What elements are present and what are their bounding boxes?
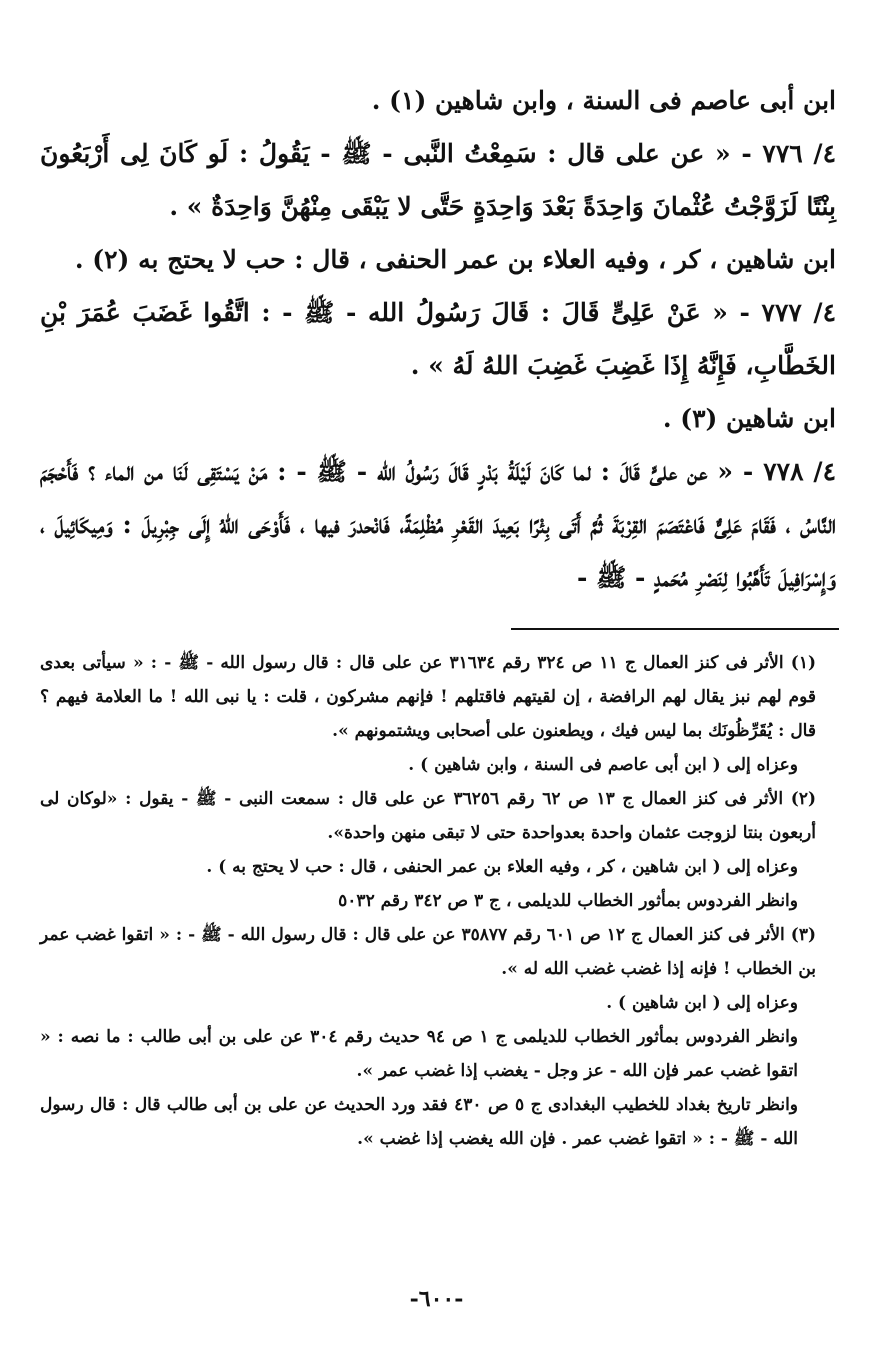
footnote-2-attribution: وعزاه إلى ( ابن شاهين ، كر ، وفيه العلاء بن عمر الحنفى ، قال : حب لا يحتج به ) . [206, 857, 798, 877]
source-line-3: ابن شاهين (٣) . [662, 404, 836, 433]
hadith-776: ٤/ ٧٧٦ - « عن على قال : سَمِعْتُ النَّبى - ﷺ - يَقُولُ : لَو كَانَ لِى أَرْبَعُونَ بِنْتًا لَزَوَّجْتُ عُثْمانَ وَاحِدَةً بَعْدَ وَاحِدَةٍ حَتَّى لا يَبْقَى مِنْهُنَّ وَاحِدَةٌ » . [40, 139, 836, 221]
hadith-778: ٤/ ٧٧٨ - « عن علىٍّ قَالَ : لما كَانَ لَيْلَةُ بَدْرٍ قَالَ رَسُولُ الله - ﷺ - : مَنْ يَسْتَقِى لَنَا من الماء ؟ فَأَحْجَمَ النَّاسُ ، فَقَامَ عَلِىٌّ فَاعْتَصَمَ القِرْبَةَ ثُمَّ أَتَى بِئْرًا بَعِيدَ القَعْرِ مُظْلِمَةً، فَانْحدرَ فيها ، فَأَوْحَى اللهُ إِلَى جِبْرِيلَ : وَمِيكَائِيلَ ، وَإِسْرَافِيلَ تَأَهَّبُوا لِنَصْرِ مُحَمدٍ - ﷺ - [40, 457, 836, 592]
hadith-777: ٤/ ٧٧٧ - « عَنْ عَلِىٍّ قَالَ : قَالَ رَسُولُ الله - ﷺ - : اتَّقُوا غَضَبَ عُمَرَ بْنِ الخَطَّابِ، فَإِنَّهُ إِذَا غَضِبَ غَضِبَ اللهُ لَهُ » . [40, 298, 836, 380]
footnote-3: (٣) الأثر فى كنز العمال ج ١٢ ص ٦٠١ رقم ٣٥٨٧٧ عن على قال : قال رسول الله - ﷺ - : « اتقوا غضب عمر بن الخطاب ! فإنه إذا غضب غضب الله له ». [40, 925, 816, 979]
footnote-2: (٢) الأثر فى كنز العمال ج ١٣ ص ٦٢ رقم ٣٦٢٥٦ عن على قال : سمعت النبى - ﷺ - يقول : «لوكان لى أربعون بنتا لزوجت عثمان واحدة بعدواحدة حتى لا تبقى منهن واحدة». [40, 789, 817, 843]
footnote-divider [511, 628, 839, 630]
footnote-3-reference-firdaws: وانظر الفردوس بمأثور الخطاب للديلمى ج ١ ص ٩٤ حديث رقم ٣٠٤ عن على بن أبى طالب : ما نصه : « اتقوا غضب عمر فإن الله - عز وجل - يغضب إذا غضب عمر ». [40, 1027, 799, 1081]
main-text [40, 74, 836, 604]
page-number: -٦٠٠- [409, 1286, 464, 1312]
source-line-2: ابن شاهين ، كر ، وفيه العلاء بن عمر الحنفى ، قال : حب لا يحتج به (٢) . [74, 245, 836, 274]
footnote-3-reference-baghdad: وانظر تاريخ بغداد للخطيب البغدادى ج ٥ ص ٤٣٠ فقد ورد الحديث عن على بن أبى طالب قال : قال رسول الله - ﷺ - : « اتقوا غضب عمر . فإن الله يغضب إذا غضب ». [40, 1095, 799, 1149]
source-line-1: ابن أبى عاصم فى السنة ، وابن شاهين (١) . [371, 86, 836, 115]
footnote-2-reference: وانظر الفردوس بمأثور الخطاب للديلمى ، ج ٣ ص ٣٤٢ رقم ٥٠٣٢ [338, 891, 798, 911]
footnote-1: (١) الأثر فى كنز العمال ج ١١ ص ٣٢٤ رقم ٣١٦٣٤ عن على قال : قال رسول الله - ﷺ - : « سيأتى بعدى قوم لهم نبز يقال لهم الرافضة ، إن لقيتهم فاقتلهم ! فإنهم مشركون ، قلت : يا نبى الله ! ما العلامة فيهم ؟ قال : يُقَرِّظُونَك بما ليس فيك ، ويطعنون على أصحابى ويشتمونهم ». [40, 653, 816, 741]
footnote-1-attribution: وعزاه إلى ( ابن أبى عاصم فى السنة ، وابن شاهين ) . [408, 755, 798, 775]
footnotes [40, 646, 816, 1156]
footnote-3-attribution: وعزاه إلى ( ابن شاهين ) . [606, 993, 798, 1013]
